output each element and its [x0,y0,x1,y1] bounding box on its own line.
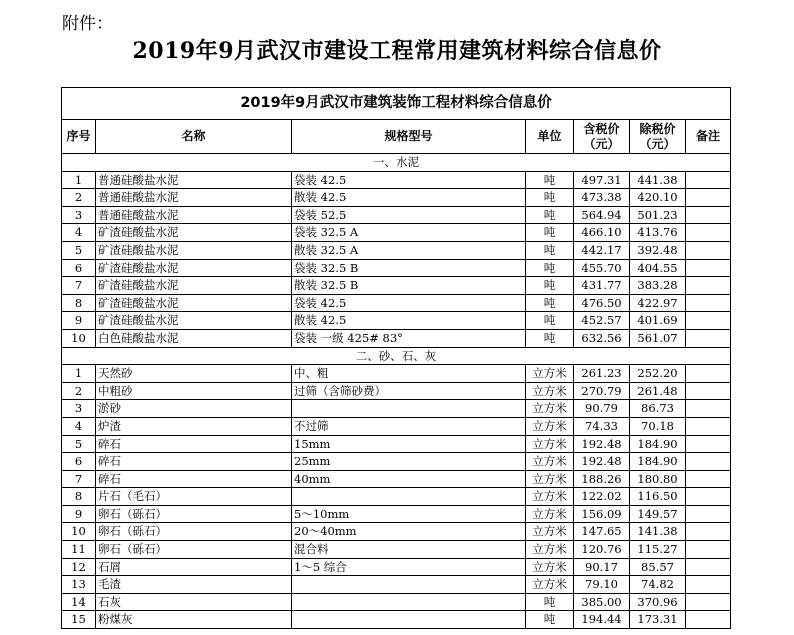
section-header-row [62,347,731,365]
cell-spec: 散装 42.5 [292,312,526,330]
cell-spec: 过筛（含筛砂费） [292,382,526,400]
header-price-notax-line2: （元） [639,136,676,151]
cell-unit: 吨 [526,241,574,259]
cell-price-notax: 422.97 [630,294,686,312]
table-row [62,382,731,400]
cell-price-tax: 473.38 [574,189,630,207]
cell-price-notax: 401.69 [630,312,686,330]
cell-price-tax: 442.17 [574,241,630,259]
table-row [62,294,731,312]
table-title-row [62,88,731,120]
section-title: 一、水泥 [62,154,731,172]
cell-remark [686,488,731,506]
cell-seq: 10 [62,329,96,347]
cell-price-notax: 383.28 [630,277,686,295]
cell-seq: 10 [62,523,96,541]
table-row [62,435,731,453]
cell-name: 矿渣硅酸盐水泥 [96,312,292,330]
cell-unit: 立方米 [526,453,574,471]
cell-unit: 吨 [526,329,574,347]
cell-spec: 散装 32.5 B [292,277,526,295]
cell-name: 中粗砂 [96,382,292,400]
table-row [62,171,731,189]
cell-unit: 立方米 [526,365,574,383]
cell-price-tax: 90.17 [574,558,630,576]
table-row [62,488,731,506]
cell-unit: 立方米 [526,382,574,400]
cell-spec: 20～40mm [292,523,526,541]
cell-seq: 9 [62,312,96,330]
cell-price-notax: 501.23 [630,206,686,224]
cell-price-notax: 252.20 [630,365,686,383]
cell-remark [686,259,731,277]
cell-remark [686,189,731,207]
cell-price-notax: 370.96 [630,593,686,611]
cell-name: 普通硅酸盐水泥 [96,206,292,224]
cell-price-notax: 116.50 [630,488,686,506]
cell-name: 普通硅酸盐水泥 [96,189,292,207]
cell-price-tax: 452.57 [574,312,630,330]
cell-price-tax: 120.76 [574,541,630,559]
cell-remark [686,365,731,383]
cell-price-notax: 392.48 [630,241,686,259]
cell-seq: 6 [62,453,96,471]
header-name: 名称 [96,120,292,154]
header-price-notax-line1: 除税价 [639,121,676,136]
table-row [62,312,731,330]
cell-seq: 6 [62,259,96,277]
cell-spec: 散装 42.5 [292,189,526,207]
cell-seq: 5 [62,241,96,259]
table-row [62,417,731,435]
table-row [62,206,731,224]
cell-remark [686,611,731,629]
cell-name: 碎石 [96,453,292,471]
section-header-row [62,154,731,172]
cell-spec: 1～5 综合 [292,558,526,576]
cell-remark [686,435,731,453]
cell-seq: 4 [62,224,96,242]
cell-name: 炉渣 [96,417,292,435]
cell-name: 粉煤灰 [96,611,292,629]
cell-spec: 袋装 32.5 B [292,259,526,277]
cell-unit: 吨 [526,189,574,207]
cell-spec [292,576,526,594]
cell-remark [686,312,731,330]
cell-seq: 15 [62,611,96,629]
cell-remark [686,541,731,559]
cell-remark [686,277,731,295]
cell-price-notax: 404.55 [630,259,686,277]
cell-remark [686,505,731,523]
cell-price-notax: 261.48 [630,382,686,400]
cell-price-tax: 188.26 [574,470,630,488]
cell-seq: 7 [62,277,96,295]
cell-remark [686,400,731,418]
header-remark: 备注 [686,120,731,154]
table-row [62,470,731,488]
cell-price-notax: 420.10 [630,189,686,207]
cell-spec: 袋装 一级 425# 83° [292,329,526,347]
cell-price-notax: 70.18 [630,417,686,435]
cell-price-notax: 180.80 [630,470,686,488]
cell-spec [292,488,526,506]
cell-price-tax: 192.48 [574,453,630,471]
cell-unit: 立方米 [526,523,574,541]
cell-unit: 立方米 [526,417,574,435]
cell-spec [292,593,526,611]
cell-price-notax: 441.38 [630,171,686,189]
header-spec: 规格型号 [292,120,526,154]
cell-price-tax: 466.10 [574,224,630,242]
cell-unit: 吨 [526,593,574,611]
section-title: 二、砂、石、灰 [62,347,731,365]
table-row [62,224,731,242]
cell-remark [686,382,731,400]
cell-unit: 吨 [526,259,574,277]
cell-name: 碎石 [96,435,292,453]
cell-remark [686,593,731,611]
table-row [62,329,731,347]
cell-name: 白色硅酸盐水泥 [96,329,292,347]
cell-price-tax: 74.33 [574,417,630,435]
cell-price-tax: 564.94 [574,206,630,224]
cell-spec: 混合料 [292,541,526,559]
cell-remark [686,558,731,576]
cell-spec: 15mm [292,435,526,453]
cell-unit: 吨 [526,224,574,242]
cell-price-tax: 385.00 [574,593,630,611]
cell-unit: 吨 [526,206,574,224]
cell-price-tax: 455.70 [574,259,630,277]
cell-price-tax: 270.79 [574,382,630,400]
table-row [62,523,731,541]
cell-remark [686,224,731,242]
cell-name: 矿渣硅酸盐水泥 [96,294,292,312]
cell-unit: 吨 [526,171,574,189]
table-title: 2019年9月武汉市建筑装饰工程材料综合信息价 [62,88,731,120]
cell-spec [292,400,526,418]
cell-name: 天然砂 [96,365,292,383]
cell-price-notax: 141.38 [630,523,686,541]
cell-price-notax: 561.07 [630,329,686,347]
table-row [62,277,731,295]
cell-name: 卵石（砾石） [96,505,292,523]
cell-name: 碎石 [96,470,292,488]
table-row [62,259,731,277]
cell-seq: 14 [62,593,96,611]
cell-remark [686,206,731,224]
cell-price-tax: 261.23 [574,365,630,383]
cell-seq: 1 [62,365,96,383]
table-row [62,611,731,629]
price-table [61,87,731,629]
cell-name: 卵石（砾石） [96,523,292,541]
cell-unit: 吨 [526,294,574,312]
cell-price-notax: 173.31 [630,611,686,629]
header-price-tax [574,120,630,154]
cell-spec: 25mm [292,453,526,471]
cell-spec: 袋装 52.5 [292,206,526,224]
cell-seq: 5 [62,435,96,453]
cell-unit: 立方米 [526,576,574,594]
cell-price-notax: 115.27 [630,541,686,559]
cell-seq: 9 [62,505,96,523]
cell-spec: 袋装 42.5 [292,171,526,189]
table-row [62,541,731,559]
cell-remark [686,576,731,594]
cell-seq: 13 [62,576,96,594]
cell-unit: 吨 [526,277,574,295]
cell-price-notax: 85.57 [630,558,686,576]
cell-seq: 8 [62,488,96,506]
cell-unit: 立方米 [526,558,574,576]
table-row [62,400,731,418]
cell-price-tax: 79.10 [574,576,630,594]
cell-price-notax: 86.73 [630,400,686,418]
cell-price-tax: 194.44 [574,611,630,629]
cell-name: 石屑 [96,558,292,576]
cell-spec: 5～10mm [292,505,526,523]
cell-unit: 立方米 [526,470,574,488]
cell-name: 矿渣硅酸盐水泥 [96,224,292,242]
cell-name: 普通硅酸盐水泥 [96,171,292,189]
cell-unit: 立方米 [526,435,574,453]
cell-unit: 立方米 [526,488,574,506]
document-title: 2019年9月武汉市建设工程常用建筑材料综合信息价 [132,38,662,64]
cell-spec: 中、粗 [292,365,526,383]
cell-spec: 袋装 32.5 A [292,224,526,242]
cell-price-tax: 476.50 [574,294,630,312]
header-price-tax-line1: 含税价 [583,121,620,136]
cell-price-tax: 497.31 [574,171,630,189]
cell-price-tax: 122.02 [574,488,630,506]
cell-remark [686,523,731,541]
cell-seq: 3 [62,400,96,418]
header-row [62,120,731,154]
cell-seq: 2 [62,382,96,400]
table-row [62,241,731,259]
cell-name: 卵石（砾石） [96,541,292,559]
cell-remark [686,171,731,189]
cell-name: 毛渣 [96,576,292,594]
table-row [62,189,731,207]
cell-unit: 立方米 [526,400,574,418]
cell-price-notax: 184.90 [630,453,686,471]
header-price-notax [630,120,686,154]
cell-price-tax: 632.56 [574,329,630,347]
cell-name: 矿渣硅酸盐水泥 [96,259,292,277]
table-body [62,88,731,629]
cell-spec: 不过筛 [292,417,526,435]
cell-seq: 12 [62,558,96,576]
cell-spec [292,611,526,629]
cell-price-notax: 149.57 [630,505,686,523]
cell-name: 淤砂 [96,400,292,418]
cell-unit: 立方米 [526,505,574,523]
header-seq: 序号 [62,120,96,154]
cell-price-tax: 156.09 [574,505,630,523]
cell-seq: 1 [62,171,96,189]
cell-name: 片石（毛石） [96,488,292,506]
cell-price-notax: 413.76 [630,224,686,242]
attachment-label: 附件： [62,14,113,34]
cell-spec: 散装 32.5 A [292,241,526,259]
header-price-tax-line2: （元） [583,136,620,151]
cell-price-notax: 184.90 [630,435,686,453]
cell-seq: 7 [62,470,96,488]
cell-remark [686,241,731,259]
table-row [62,558,731,576]
table-row [62,576,731,594]
cell-seq: 2 [62,189,96,207]
cell-unit: 立方米 [526,541,574,559]
cell-seq: 11 [62,541,96,559]
header-unit: 单位 [526,120,574,154]
cell-seq: 8 [62,294,96,312]
cell-remark [686,453,731,471]
cell-name: 矿渣硅酸盐水泥 [96,241,292,259]
cell-price-tax: 147.65 [574,523,630,541]
table-row [62,505,731,523]
table-row [62,593,731,611]
cell-remark [686,470,731,488]
cell-remark [686,329,731,347]
cell-price-tax: 431.77 [574,277,630,295]
cell-price-tax: 90.79 [574,400,630,418]
table-row [62,365,731,383]
cell-remark [686,417,731,435]
cell-spec: 40mm [292,470,526,488]
cell-name: 石灰 [96,593,292,611]
cell-price-notax: 74.82 [630,576,686,594]
table-row [62,453,731,471]
cell-seq: 3 [62,206,96,224]
cell-unit: 吨 [526,312,574,330]
cell-spec: 袋装 42.5 [292,294,526,312]
cell-price-tax: 192.48 [574,435,630,453]
cell-unit: 吨 [526,611,574,629]
cell-seq: 4 [62,417,96,435]
cell-name: 矿渣硅酸盐水泥 [96,277,292,295]
cell-remark [686,294,731,312]
